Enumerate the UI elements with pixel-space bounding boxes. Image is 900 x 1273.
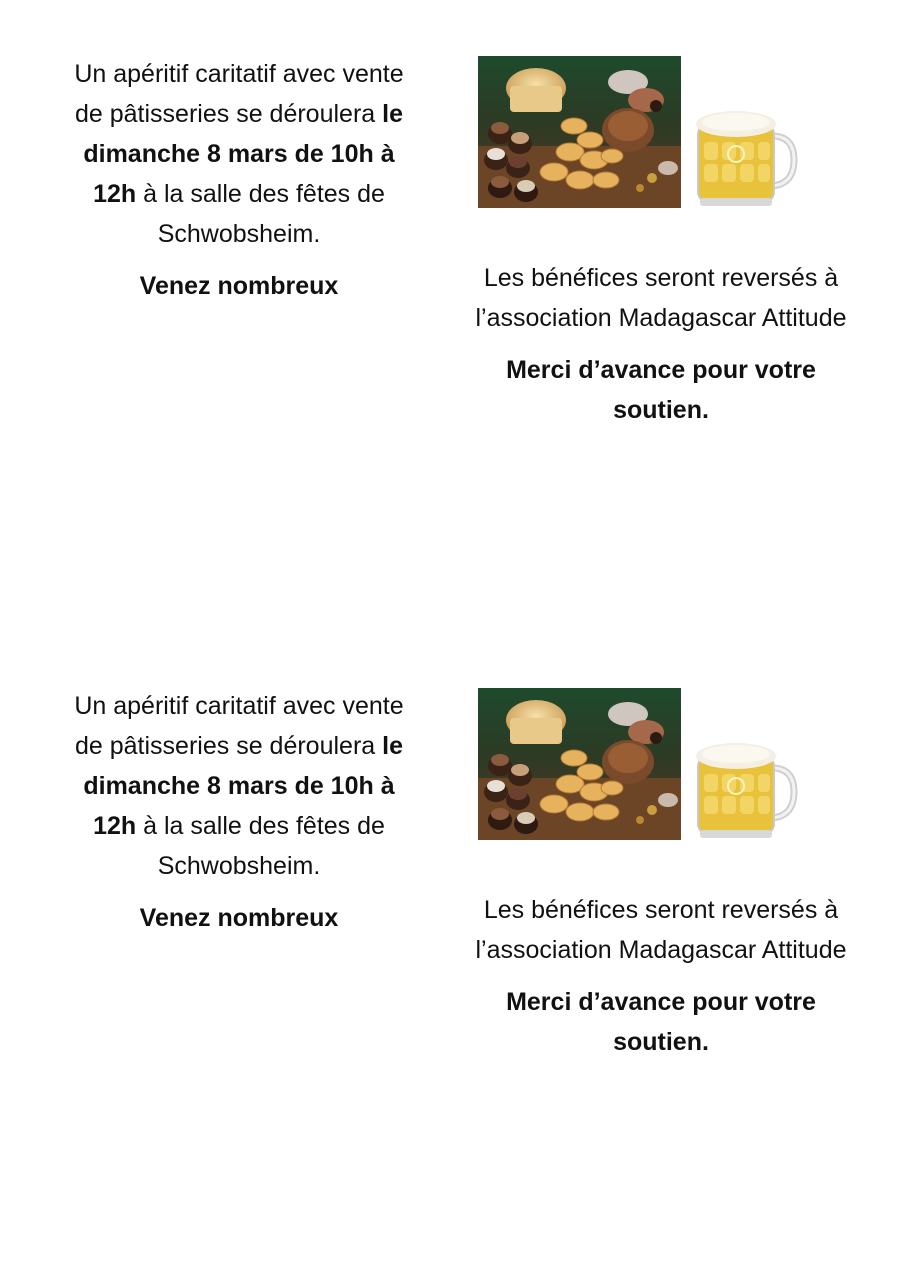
intro-text-start: Un apéritif caritatif avec vente de pâtisseries se déroulera (74, 60, 404, 128)
thanks-text: Merci d’avance pour votre soutien. (506, 356, 816, 424)
intro-text-start: Un apéritif caritatif avec vente de pâtisseries se déroulera (74, 692, 404, 760)
beer-mug-image (690, 102, 800, 212)
flyer-bottom (0, 632, 900, 1192)
flyer-top (0, 0, 900, 560)
beer-mug-image (690, 734, 800, 844)
event-description (60, 686, 418, 886)
intro-text-end: à la salle des fêtes de Schwobsheim. (136, 180, 385, 248)
call-to-action: Venez nombreux (139, 272, 339, 300)
benefits-text: Les bénéfices seront reversés à l’association Madagascar Attitude (475, 896, 847, 964)
pastries-image (478, 688, 681, 840)
benefits-info (470, 258, 852, 430)
benefits-text: Les bénéfices seront reversés à l’association Madagascar Attitude (475, 264, 847, 332)
event-info (60, 686, 418, 938)
call-to-action: Venez nombreux (139, 904, 339, 932)
thanks-text: Merci d’avance pour votre soutien. (506, 988, 816, 1056)
benefits-info (470, 890, 852, 1062)
intro-text-end: à la salle des fêtes de Schwobsheim. (136, 812, 385, 880)
event-date-time: le dimanche 8 mars de 10h à 12h (83, 732, 403, 840)
event-date-time: le dimanche 8 mars de 10h à 12h (83, 100, 403, 208)
event-description (60, 54, 418, 254)
pastries-image (478, 56, 681, 208)
event-info (60, 54, 418, 306)
